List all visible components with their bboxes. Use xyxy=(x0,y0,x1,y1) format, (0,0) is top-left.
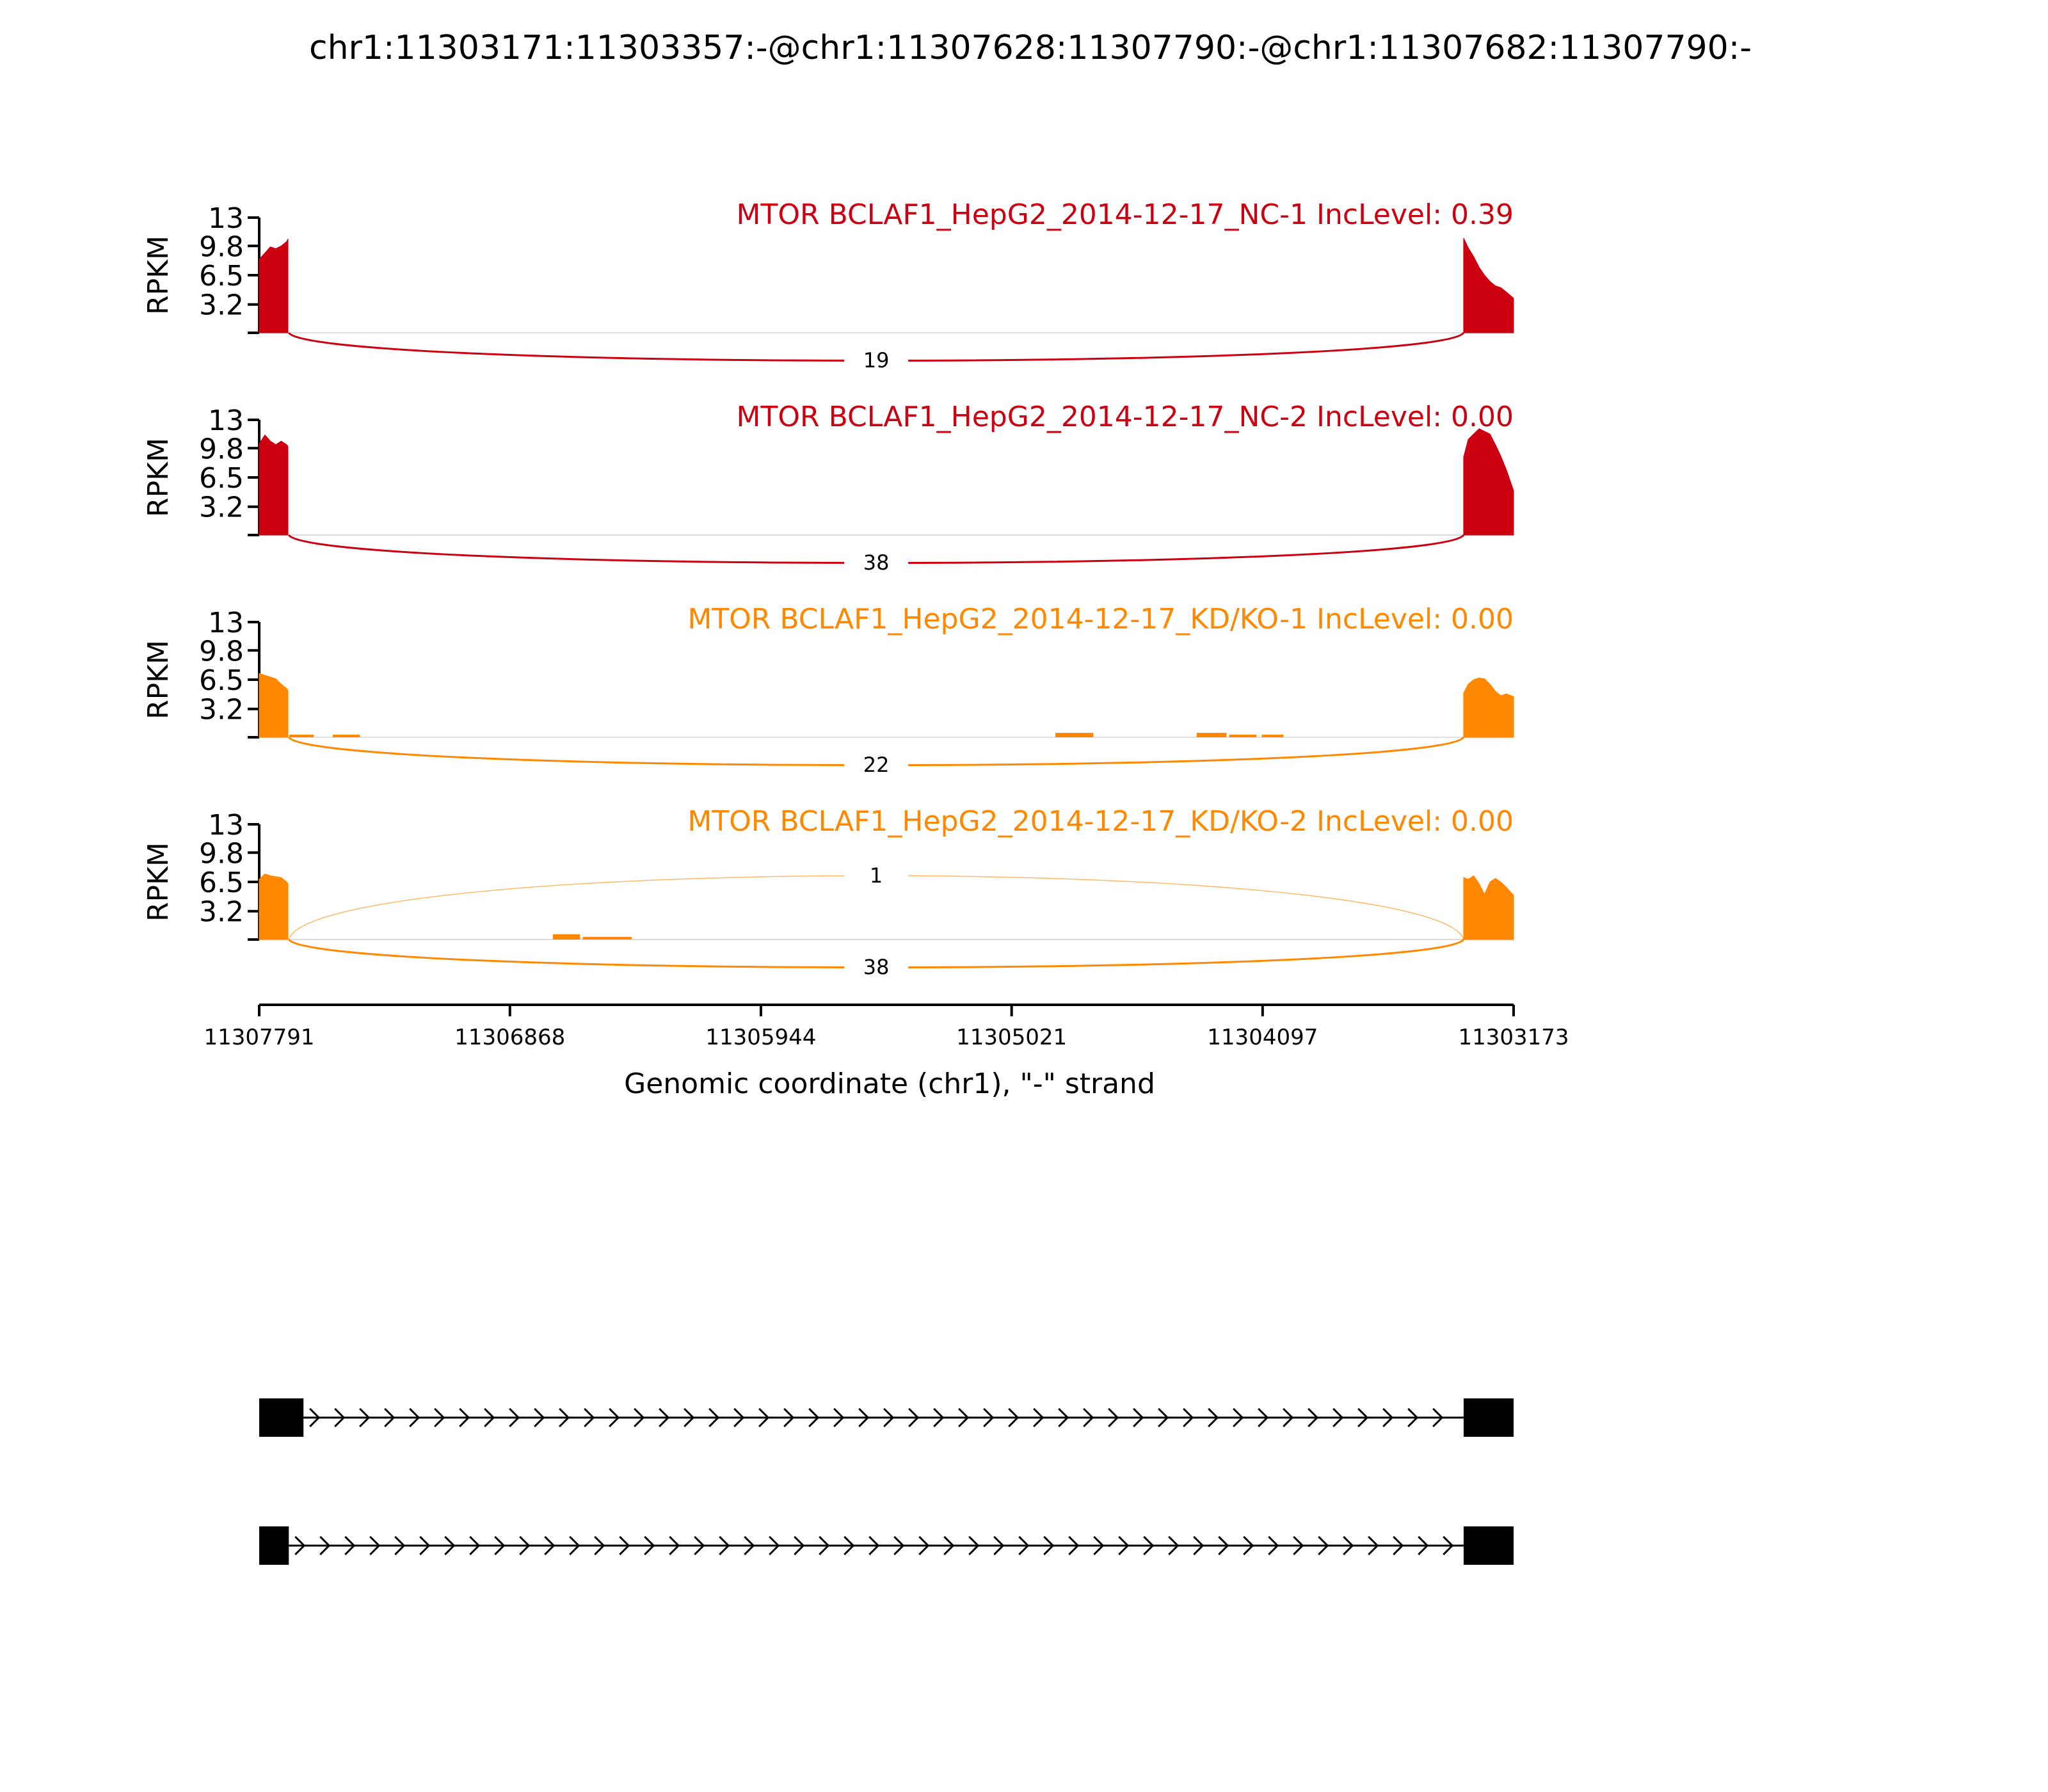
y-tick-label: 9.8 xyxy=(199,433,244,466)
exon-block xyxy=(1464,1398,1514,1437)
y-tick-label: 9.8 xyxy=(199,837,244,870)
coverage-intron xyxy=(1262,735,1284,737)
y-axis-label: RPKM xyxy=(142,842,175,922)
coverage-intron xyxy=(553,934,580,940)
y-tick-label: 13 xyxy=(208,202,244,235)
junction-count: 38 xyxy=(863,955,890,979)
coverage-intron xyxy=(1197,733,1227,737)
x-tick-label: 11307791 xyxy=(204,1025,315,1050)
y-tick-label: 9.8 xyxy=(199,635,244,668)
coverage-intron xyxy=(582,937,631,940)
coverage-exon-left xyxy=(259,435,288,535)
track-label: MTOR BCLAF1_HepG2_2014-12-17_NC-2 IncLevel: 0.00 xyxy=(736,401,1514,433)
x-tick-label: 11306868 xyxy=(454,1025,566,1050)
junction-count: 19 xyxy=(863,348,890,372)
x-tick-label: 11304097 xyxy=(1207,1025,1318,1050)
x-tick-label: 11303173 xyxy=(1458,1025,1569,1050)
y-tick-label: 3.2 xyxy=(199,491,244,524)
junction-count: 22 xyxy=(863,753,890,777)
y-tick-label: 13 xyxy=(208,809,244,842)
junction-count: 38 xyxy=(863,550,890,575)
x-tick-label: 11305944 xyxy=(705,1025,817,1050)
coverage-intron xyxy=(1229,735,1256,737)
x-tick-label: 11305021 xyxy=(956,1025,1068,1050)
y-axis-label: RPKM xyxy=(142,640,175,719)
exon-block xyxy=(259,1398,303,1437)
y-axis-label: RPKM xyxy=(142,438,175,517)
exon-block xyxy=(259,1526,289,1565)
y-tick-label: 13 xyxy=(208,404,244,437)
y-tick-label: 3.2 xyxy=(199,693,244,726)
y-tick-label: 3.2 xyxy=(199,895,244,929)
y-tick-label: 6.5 xyxy=(199,462,244,495)
y-tick-label: 13 xyxy=(208,607,244,639)
junction-count: 1 xyxy=(869,863,883,888)
x-axis-label: Genomic coordinate (chr1), "-" strand xyxy=(624,1068,1155,1100)
y-tick-label: 6.5 xyxy=(199,260,244,292)
track-label: MTOR BCLAF1_HepG2_2014-12-17_NC-1 IncLevel: 0.39 xyxy=(736,198,1514,231)
track-label: MTOR BCLAF1_HepG2_2014-12-17_KD/KO-2 IncLevel: 0.00 xyxy=(687,805,1514,838)
y-axis-label: RPKM xyxy=(142,236,175,315)
y-tick-label: 6.5 xyxy=(199,664,244,697)
y-tick-label: 6.5 xyxy=(199,867,244,899)
exon-block xyxy=(1464,1526,1514,1565)
coverage-exon-left xyxy=(259,874,288,940)
y-tick-label: 9.8 xyxy=(199,230,244,264)
chart-title: chr1:11303171:11303357:-@chr1:11307628:11307790:-@chr1:11307682:11307790:- xyxy=(308,29,1752,67)
coverage-intron xyxy=(289,735,314,737)
y-tick-label: 3.2 xyxy=(199,289,244,322)
coverage-intron xyxy=(333,735,360,737)
track-label: MTOR BCLAF1_HepG2_2014-12-17_KD/KO-1 IncLevel: 0.00 xyxy=(687,603,1514,636)
coverage-intron xyxy=(1055,733,1093,737)
